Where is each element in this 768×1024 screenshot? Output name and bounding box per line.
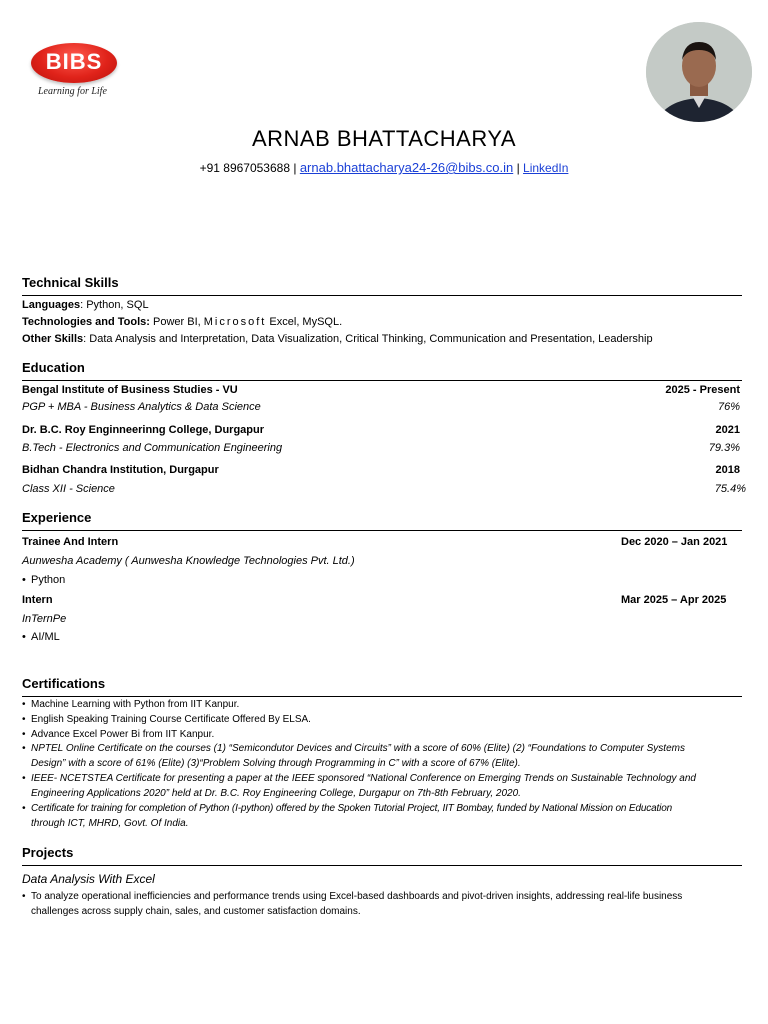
- exp-role: Trainee And Intern: [22, 536, 119, 548]
- cert-text: Certificate for training for completion of Python (I-python) offered by the Spoken Tutorial Project, IIT Bombay, funded by National Mission on Education: [31, 803, 673, 814]
- project-desc: [22, 891, 682, 902]
- edu-school: Dr. B.C. Roy Enginneerinng College, Durgapur: [22, 424, 265, 436]
- bullet-glyph: •: [22, 574, 26, 586]
- project-desc-continued: challenges across supply chain, sales, and customer satisfaction domains.: [31, 906, 361, 917]
- exp-role: Intern: [22, 594, 53, 606]
- logo-text: BIBS: [45, 49, 103, 74]
- section-title-skills: Technical Skills: [22, 275, 119, 290]
- cert-text: IEEE- NCETSTEA Certificate for presenting a paper at the IEEE sponsored “National Conference on Emerging Trends on Sustainable Technology and: [31, 773, 696, 784]
- cert-item: [22, 743, 685, 754]
- section-divider: [22, 696, 742, 697]
- edu-degree: PGP + MBA - Business Analytics & Data Science: [22, 401, 261, 413]
- project-name: Data Analysis With Excel: [22, 872, 155, 886]
- bullet-glyph: •: [22, 891, 26, 902]
- section-divider: [22, 380, 742, 381]
- project-desc-text: To analyze operational inefficiencies and performance trends using Excel-based dashboards and pivot-driven insights, addressing real-life business: [31, 891, 683, 902]
- exp-dates: Dec 2020 – Jan 2021: [621, 536, 728, 548]
- bullet-glyph: •: [22, 729, 26, 740]
- edu-year: 2025 - Present: [665, 384, 740, 396]
- bullet-glyph: •: [22, 699, 26, 710]
- edu-degree: Class XII - Science: [22, 483, 115, 495]
- cert-text: Machine Learning with Python from IIT Kanpur.: [31, 699, 240, 710]
- linkedin-link[interactable]: LinkedIn: [523, 161, 569, 175]
- other-value: : Data Analysis and Interpretation, Data Visualization, Critical Thinking, Communication and Presentation, Leadership: [83, 333, 653, 345]
- cert-text-continued: Engineering Applications 2020” held at Dr. B.C. Roy Engineering College, Durgapur on 7th-8th February, 2020.: [31, 788, 521, 799]
- exp-org: InTernPe: [22, 613, 67, 625]
- candidate-name: ARNAB BHATTACHARYA: [251, 126, 517, 151]
- section-title-certifications: Certifications: [22, 676, 106, 691]
- section-divider: [22, 530, 742, 531]
- languages-label: Languages: [22, 299, 81, 311]
- skills-tools: [22, 316, 342, 328]
- section-title-education: Education: [22, 360, 85, 375]
- cert-item: [22, 773, 696, 784]
- section-title-experience: Experience: [22, 510, 92, 525]
- other-label: Other Skills: [22, 333, 84, 345]
- section-divider: [22, 295, 742, 296]
- cert-text: English Speaking Training Course Certificate Offered By ELSA.: [31, 714, 311, 725]
- exp-bullet: [22, 631, 60, 643]
- tools-label: Technologies and Tools:: [22, 316, 150, 328]
- bullet-glyph: •: [22, 773, 26, 784]
- contact-line: [0, 160, 768, 175]
- edu-school: Bidhan Chandra Institution, Durgapur: [22, 464, 219, 476]
- cert-item: [22, 699, 239, 710]
- exp-dates: Mar 2025 – Apr 2025: [621, 594, 727, 606]
- edu-year: 2018: [715, 464, 740, 476]
- cert-item: [22, 803, 672, 814]
- section-title-projects: Projects: [22, 845, 74, 860]
- bullet-glyph: •: [22, 714, 26, 725]
- email-link[interactable]: arnab.bhattacharya24-26@bibs.co.in: [299, 160, 514, 175]
- bullet-glyph: •: [22, 803, 26, 814]
- edu-score: 75.4%: [714, 483, 746, 495]
- cert-item: [22, 729, 214, 740]
- cert-text-continued: Design” with a score of 61% (Elite) (3)“Problem Solving through Programming in C” with a score of 67% (Elite).: [31, 758, 521, 769]
- edu-degree: B.Tech - Electronics and Communication Engineering: [22, 442, 283, 454]
- exp-bullet-text: Python: [31, 574, 66, 586]
- edu-score: 79.3%: [708, 442, 740, 454]
- tools-value: Excel, MySQL.: [266, 316, 343, 328]
- edu-school: Bengal Institute of Business Studies - VU: [22, 384, 238, 396]
- section-divider: [22, 865, 742, 866]
- cert-item: [22, 714, 311, 725]
- edu-year: 2021: [715, 424, 740, 436]
- skills-other: [22, 333, 653, 345]
- separator: |: [516, 161, 520, 175]
- skills-languages: [22, 299, 149, 311]
- cert-text: NPTEL Online Certificate on the courses (1) “Semicondutor Devices and Circuits” with a score of 60% (Elite) (2) “Foundations to Computer Systems: [31, 743, 685, 754]
- exp-bullet: [22, 574, 65, 586]
- cert-text: Advance Excel Power Bi from IIT Kanpur.: [31, 729, 215, 740]
- logo-tagline: Learning for Life: [38, 86, 107, 97]
- tools-value: Power BI,: [149, 316, 204, 328]
- exp-bullet-text: AI/ML: [31, 631, 60, 643]
- bullet-glyph: •: [22, 631, 26, 643]
- separator: |: [293, 161, 297, 175]
- phone-number: +91 8967053688: [199, 161, 291, 175]
- bullet-glyph: •: [22, 743, 26, 754]
- edu-score: 76%: [717, 401, 740, 413]
- profile-photo: [646, 22, 752, 122]
- exp-org: Aunwesha Academy ( Aunwesha Knowledge Technologies Pvt. Ltd.): [22, 555, 355, 567]
- languages-value: : Python, SQL: [80, 299, 149, 311]
- cert-text-continued: through ICT, MHRD, Govt. Of India.: [31, 818, 189, 829]
- tools-value: Microsoft: [203, 316, 267, 328]
